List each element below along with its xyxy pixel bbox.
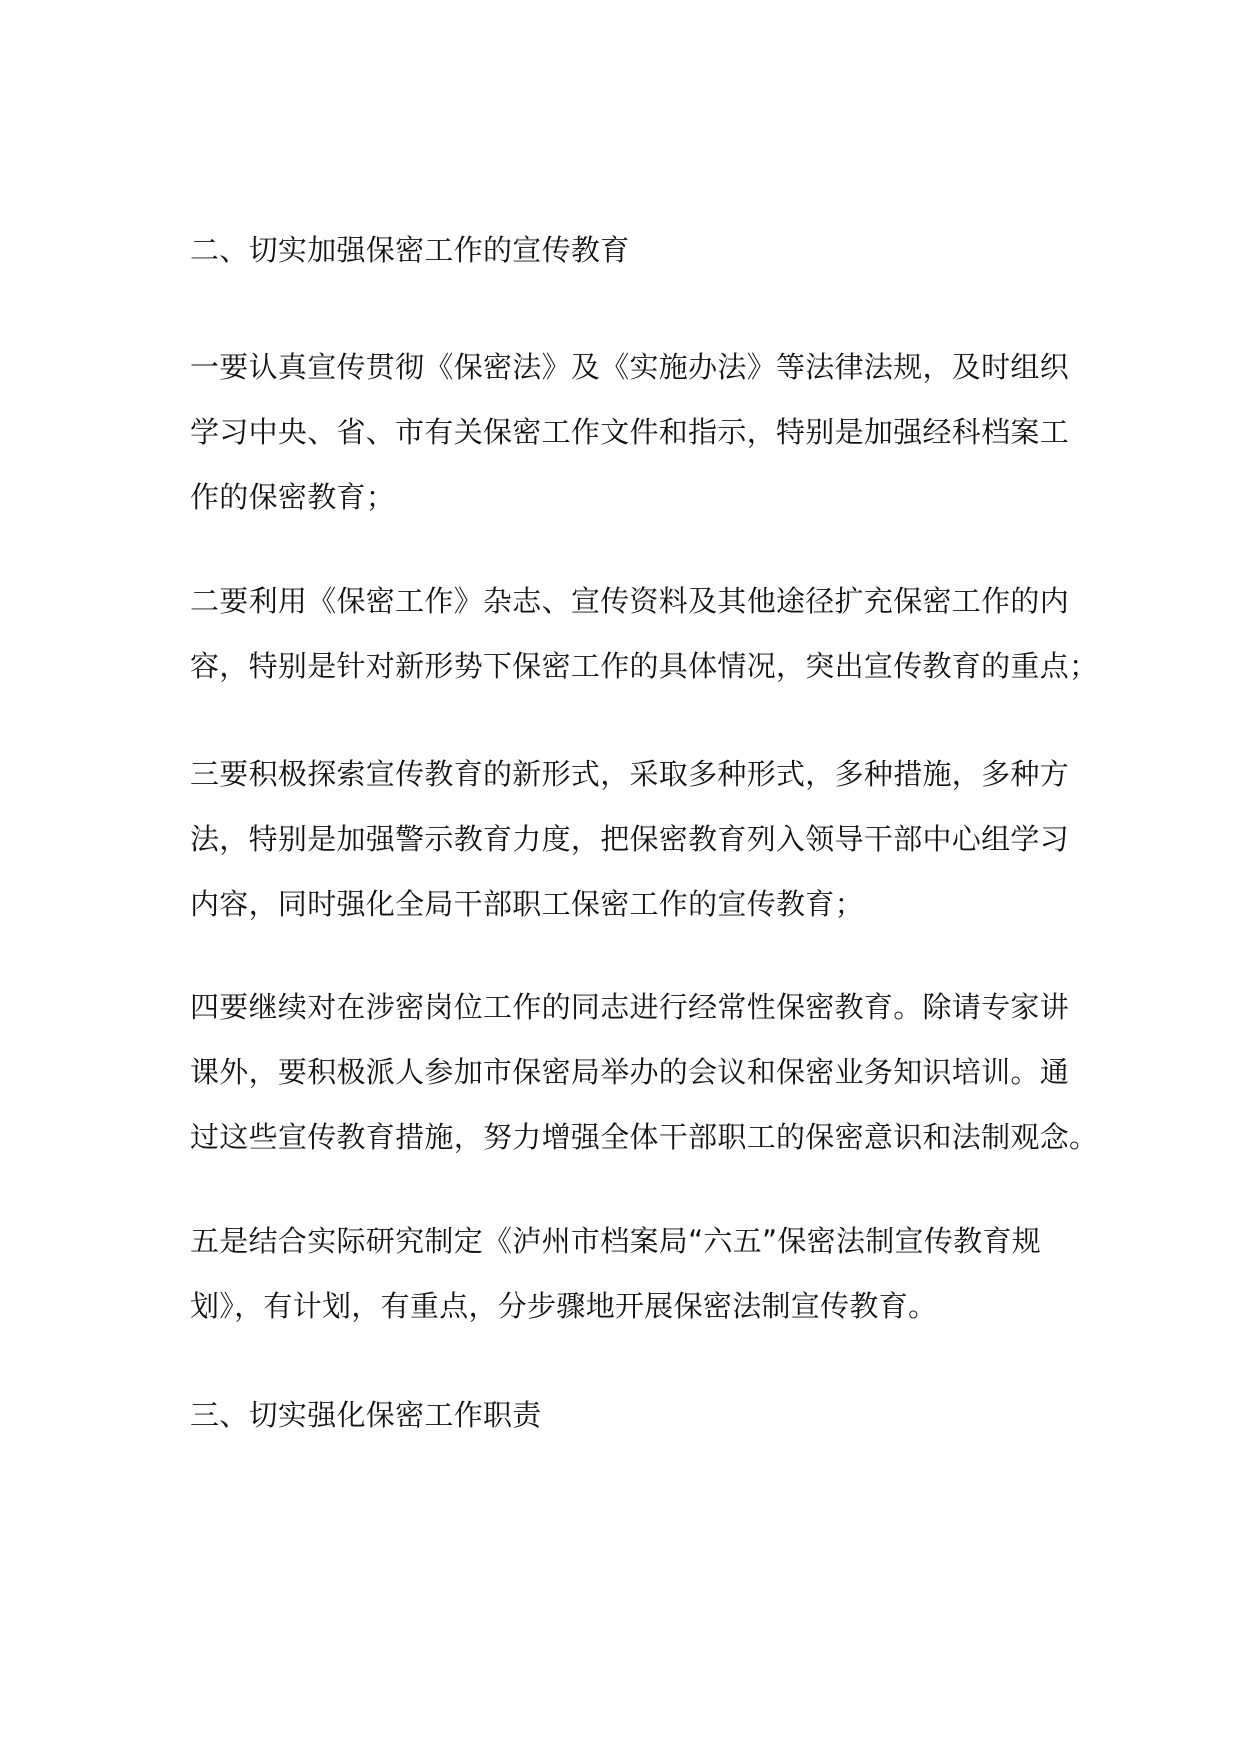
paragraph-line: 划》，有计划，有重点，分步骤地开展保密法制宣传教育。 [190,1289,938,1323]
section-heading-3 [190,1383,1070,1448]
paragraph-line: 三要积极探索宣传教育的新形式，采取多种形式，多种措施，多种方 [190,757,1070,791]
paragraph-line: 二要利用《保密工作》杂志、宣传资料及其他途径扩充保密工作的内 [190,584,1070,618]
paragraph-line: 四要继续对在涉密岗位工作的同志进行经常性保密教育。除请专家讲 [190,990,1070,1024]
paragraph-line: 内容，同时强化全局干部职工保密工作的宣传教育； [190,887,864,921]
paragraph-2 [190,569,1099,699]
paragraph-line: 课外，要积极派人参加市保密局举办的会议和保密业务知识培训。通 [190,1055,1070,1089]
paragraph-1 [190,335,1070,530]
heading-text: 二、切实加强保密工作的宣传教育 [190,233,630,267]
paragraph-3 [190,742,1070,937]
paragraph-5 [190,1209,1070,1339]
section-heading-2 [190,218,1070,283]
paragraph-line: 法，特别是加强警示教育力度，把保密教育列入领导干部中心组学习 [190,822,1070,856]
paragraph-line: 作的保密教育； [190,480,396,514]
paragraph-line: 学习中央、省、市有关保密工作文件和指示，特别是加强经科档案工 [190,415,1070,449]
paragraph-line: 过这些宣传教育措施，努力增强全体干部职工的保密意识和法制观念。 [190,1120,1099,1154]
paragraph-line: 五是结合实际研究制定《泸州市档案局“六五”保密法制宣传教育规 [190,1224,1042,1258]
paragraph-line: 一要认真宣传贯彻《保密法》及《实施办法》等法律法规，及时组织 [190,350,1070,384]
heading-text: 三、切实强化保密工作职责 [190,1398,542,1432]
paragraph-4 [190,975,1099,1170]
paragraph-line: 容，特别是针对新形势下保密工作的具体情况，突出宣传教育的重点； [190,649,1099,683]
